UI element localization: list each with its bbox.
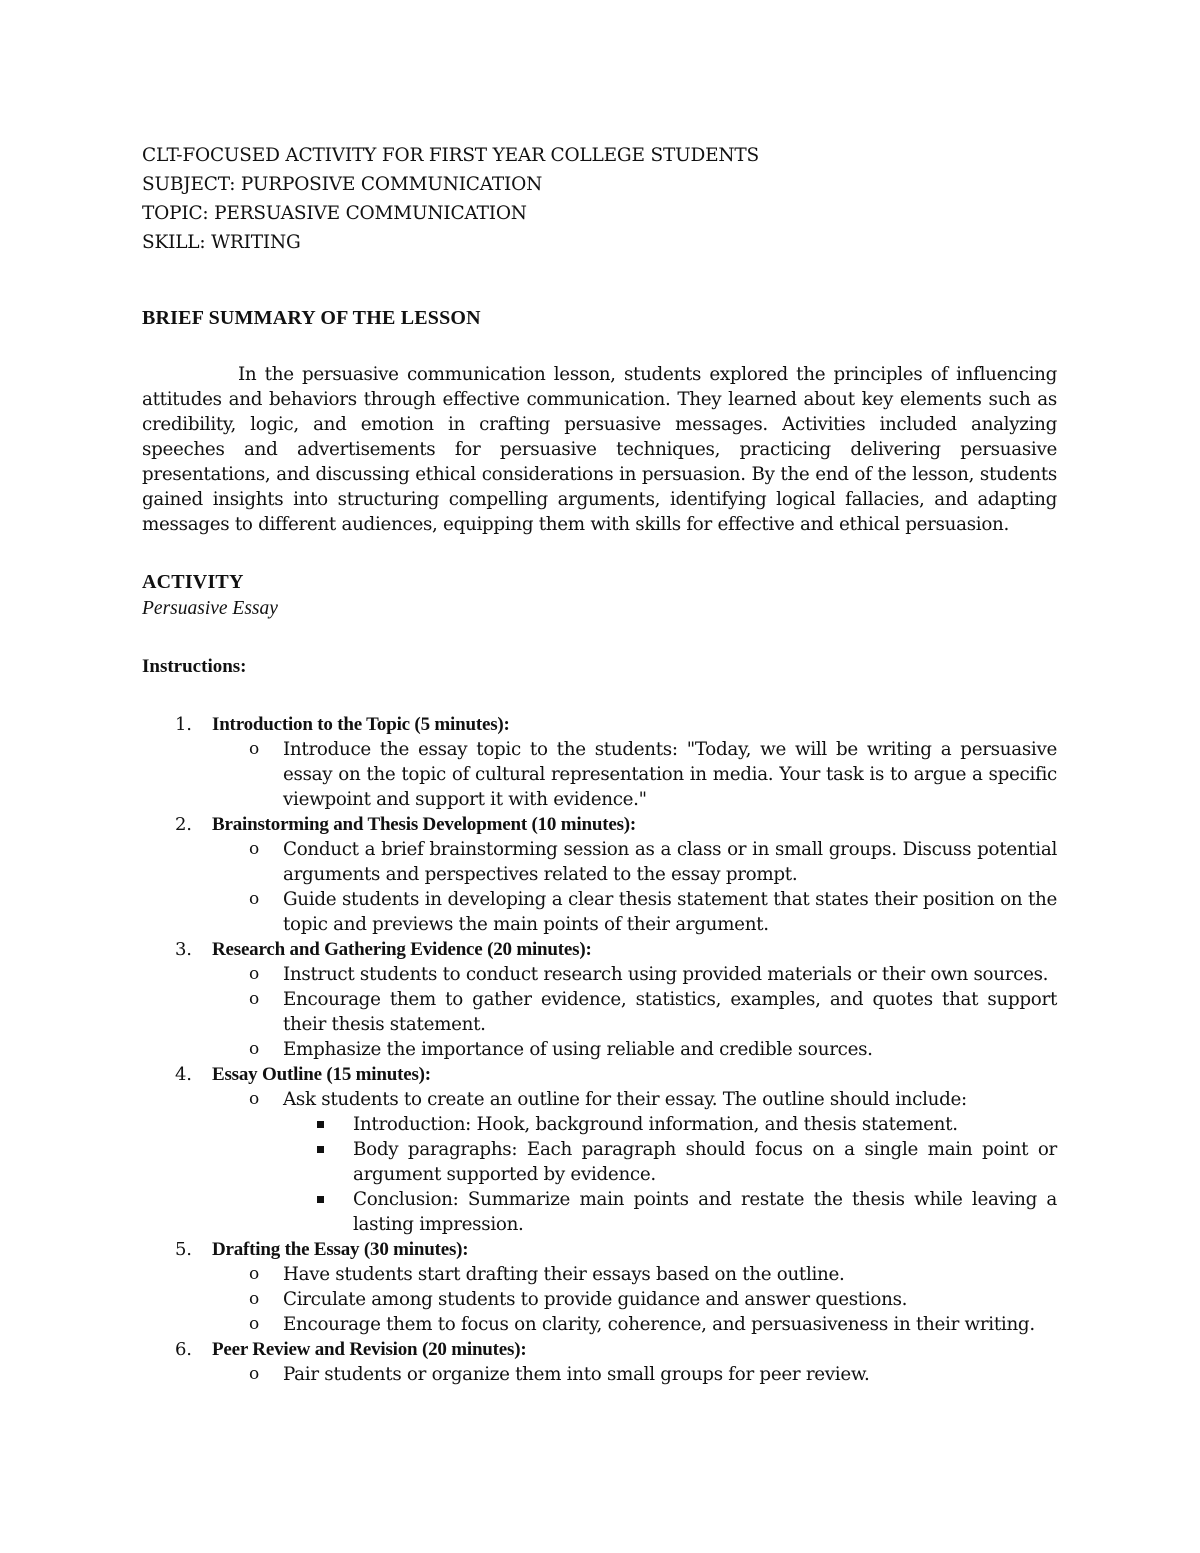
- step-sub-list: [142, 837, 1057, 937]
- hollow-bullet-icon: o: [249, 1264, 259, 1284]
- step-title: Essay Outline (15 minutes):: [212, 1064, 431, 1085]
- step-sub-item: o Instruct students to conduct research using provided materials or their own sources.: [249, 964, 1049, 985]
- hollow-bullet-icon: o: [249, 1364, 259, 1384]
- header-subject-line: SUBJECT: PURPOSIVE COMMUNICATION: [142, 174, 543, 195]
- step-sub-list: [142, 1087, 1057, 1112]
- hollow-bullet-icon: o: [249, 989, 259, 1009]
- hollow-bullet-icon: o: [249, 889, 259, 909]
- square-bullet-icon: [317, 1196, 324, 1203]
- activity-heading: ACTIVITY: [142, 571, 244, 593]
- outline-sub-item: Body paragraphs: Each paragraph should focus on a single main point or argument supported by evidence.: [142, 1137, 1057, 1187]
- header-skill-line: SKILL: WRITING: [142, 232, 301, 253]
- instruction-step: [142, 1237, 1057, 1337]
- step-sub-item: o Circulate among students to provide guidance and answer questions.: [249, 1289, 908, 1310]
- step-title: Brainstorming and Thesis Development (10 minutes):: [212, 814, 637, 835]
- instruction-step: [142, 1062, 1057, 1237]
- header-title-line: CLT-FOCUSED ACTIVITY FOR FIRST YEAR COLLEGE STUDENTS: [142, 145, 760, 166]
- hollow-bullet-icon: o: [249, 964, 259, 984]
- step-sub-item: o Emphasize the importance of using reliable and credible sources.: [249, 1039, 873, 1060]
- document-header: [142, 141, 1057, 257]
- instructions-heading: Instructions:: [142, 656, 247, 677]
- step-sub-item: o Have students start drafting their essays based on the outline.: [249, 1264, 845, 1285]
- instruction-step: [142, 812, 1057, 937]
- step-number: 2.: [175, 814, 192, 835]
- outline-sub-item: Introduction: Hook, background information, and thesis statement.: [142, 1112, 1057, 1137]
- square-bullet-icon: [317, 1121, 324, 1128]
- step-number: 1.: [175, 714, 192, 735]
- square-bullet-icon: [317, 1146, 324, 1153]
- hollow-bullet-icon: o: [249, 1089, 259, 1109]
- hollow-bullet-icon: o: [249, 1039, 259, 1059]
- step-sub-item: o Encourage them to focus on clarity, coherence, and persuasiveness in their writing.: [249, 1314, 1035, 1335]
- hollow-bullet-icon: o: [249, 739, 259, 759]
- step-sub-list: [142, 1362, 1057, 1387]
- summary-heading: BRIEF SUMMARY OF THE LESSON: [142, 307, 481, 329]
- header-topic-line: TOPIC: PERSUASIVE COMMUNICATION: [142, 203, 527, 224]
- step-number: 5.: [175, 1239, 192, 1260]
- step-sub-list: [142, 962, 1057, 1062]
- step-title: Drafting the Essay (30 minutes):: [212, 1239, 469, 1260]
- instruction-steps: [142, 712, 1057, 1387]
- step-title: Peer Review and Revision (20 minutes):: [212, 1339, 527, 1360]
- hollow-bullet-icon: o: [249, 1289, 259, 1309]
- step-title: Introduction to the Topic (5 minutes):: [212, 714, 510, 735]
- step-sub-item: o Introduce the essay topic to the students: "Today, we will be writing a persuasive essay on the topic of cultural representation in media. Your task is to argue a specific viewpoint and support it with evidence.": [249, 739, 1057, 810]
- instruction-step: [142, 1337, 1057, 1387]
- step-sub-item: o Ask students to create an outline for their essay. The outline should include:: [249, 1089, 967, 1110]
- step-sub-item: o Conduct a brief brainstorming session as a class or in small groups. Discuss potential arguments and perspectives related to the essay prompt.: [249, 839, 1057, 885]
- step-sub-item: o Guide students in developing a clear thesis statement that states their position on the topic and previews the main points of their argument.: [249, 889, 1057, 935]
- step-number: 6.: [175, 1339, 192, 1360]
- step-number: 3.: [175, 939, 192, 960]
- instruction-step: [142, 937, 1057, 1062]
- step-sub-list: [142, 737, 1057, 812]
- step-title: Research and Gathering Evidence (20 minutes):: [212, 939, 592, 960]
- hollow-bullet-icon: o: [249, 839, 259, 859]
- instruction-step: [142, 712, 1057, 812]
- outline-sub-item: Conclusion: Summarize main points and restate the thesis while leaving a lasting impression.: [142, 1187, 1057, 1237]
- summary-paragraph: In the persuasive communication lesson, students explored the principles of influencing attitudes and behaviors through effective communication. They learned about key elements such as credibility, logic, and emotion in crafting persuasive messages. Activities included analyzing speeches and advertisements for persuasive techniques, practicing delivering persuasive presentations, and discussing ethical considerations in persuasion. By the end of the lesson, students gained insights into structuring compelling arguments, identifying logical fallacies, and adapting messages to different audiences, equipping them with skills for effective and ethical persuasion.: [142, 364, 1057, 535]
- outline-sub-list: [142, 1112, 1057, 1237]
- hollow-bullet-icon: o: [249, 1314, 259, 1334]
- step-sub-list: [142, 1262, 1057, 1337]
- step-sub-item: o Pair students or organize them into small groups for peer review.: [249, 1364, 870, 1385]
- activity-subtitle: Persuasive Essay: [142, 598, 278, 619]
- step-number: 4.: [175, 1064, 192, 1085]
- step-sub-item: o Encourage them to gather evidence, statistics, examples, and quotes that support their thesis statement.: [249, 989, 1057, 1035]
